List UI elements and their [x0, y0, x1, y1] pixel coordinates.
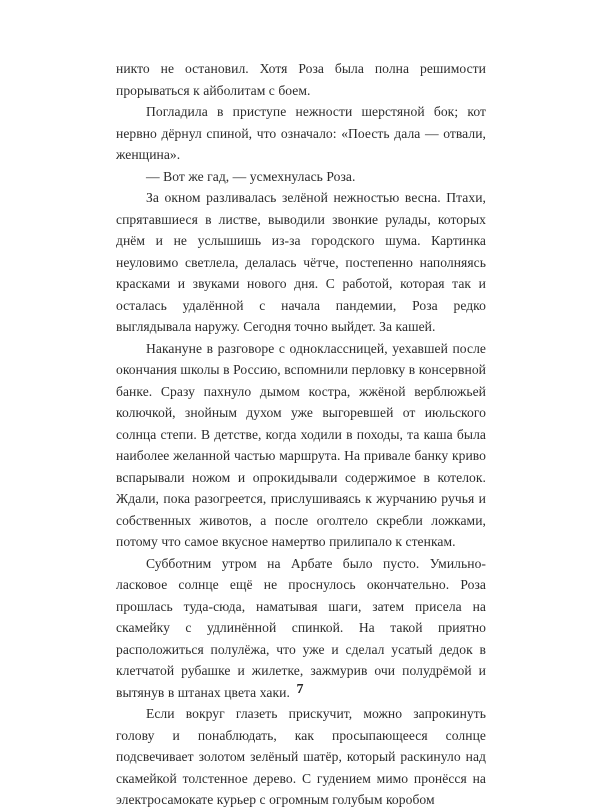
- paragraph: никто не остановил. Хотя Роза была полна решимости прорываться к айболитам с боем.: [116, 61, 486, 98]
- paragraph: За окном разливалась зелёной нежностью весна. Птахи, спрятавшиеся в листве, выводили звонкие рулады, которых днём и не услышишь из-за городского шума. Картинка неуловимо светлела, делалась чётче, постепенно наполняясь красками и звуками нового дня. С работой, которая так и осталась удалённой с начала пандемии, Роза редко выглядывала наружу. Сегодня точно выйдет. За кашей.: [116, 190, 486, 334]
- paragraph: Накануне в разговоре с одноклассницей, уехавшей после окончания школы в Россию, вспомнили перловку в консервной банке. Сразу пахнуло дымом костра, жжёной верблюжьей колючкой, знойным духом уже выгоревшей от июльского солнца степи. В детстве, когда ходили в походы, та каша была наиболее желанной частью маршрута. На привале банку криво вспарывали ножом и опрокидывали содержимое в котелок. Ждали, пока разогреется, прислушиваясь к журчанию ручья и собственных животов, а после оголтело скребли ложками, потому что самое вкусное намертво прилипало к стенкам.: [116, 340, 486, 549]
- paragraph: Погладила в приступе нежности шерстяной бок; кот нервно дёрнул спиной, что означало: «Поесть дала — отвали, женщина».: [116, 104, 486, 162]
- paragraph: Если вокруг глазеть прискучит, можно запрокинуть голову и понаблюдать, как просыпающееся солнце подсвечивает золотом зелёный шатёр, который раскинуло над скамейкой толстенное дерево. С гудением мимо пронёсся на электросамокате курьер с огромным голубым коробом: [116, 706, 486, 807]
- paragraph: — Вот же гад, — усмехнулась Роза.: [146, 168, 356, 184]
- page-number: 7: [296, 682, 304, 697]
- paragraph: Субботним утром на Арбате было пусто. Умильно-ласковое солнце ещё не проснулось окончательно. Роза прошлась туда-сюда, наматывая шаги, затем присела на скамейку с удлинённой спинкой. На такой приятно расположиться полулёжа, что уже и сделал усатый дедок в клетчатой рубашке и жилетке, зажмурив очи полудрёмой и вытянув в штанах цвета хаки.: [116, 555, 486, 700]
